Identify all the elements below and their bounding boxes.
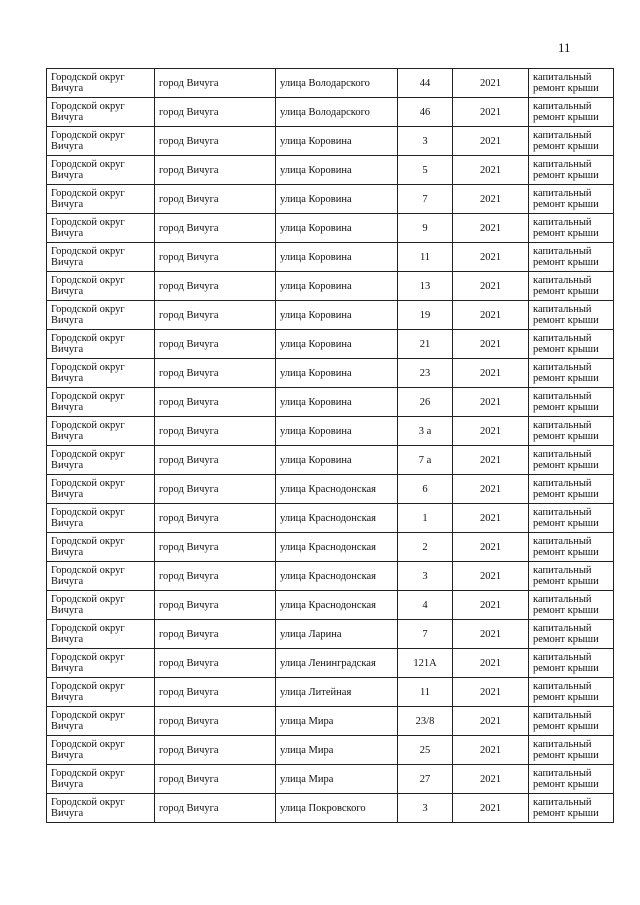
work-type-cell: капитальный ремонт крыши (529, 388, 614, 417)
street-cell: улица Коровина (276, 359, 398, 388)
house-cell: 121А (398, 649, 453, 678)
district-cell: Городской округ Вичуга (47, 272, 155, 301)
year-cell: 2021 (453, 156, 529, 185)
house-cell: 3 (398, 562, 453, 591)
work-type-cell: капитальный ремонт крыши (529, 243, 614, 272)
table-row (47, 504, 614, 533)
street-cell: улица Коровина (276, 446, 398, 475)
street-cell: улица Мира (276, 736, 398, 765)
street-cell: улица Коровина (276, 243, 398, 272)
city-cell: город Вичуга (155, 69, 276, 98)
house-cell: 25 (398, 736, 453, 765)
district-cell: Городской округ Вичуга (47, 98, 155, 127)
table-row (47, 359, 614, 388)
table-row (47, 98, 614, 127)
house-cell: 9 (398, 214, 453, 243)
district-cell: Городской округ Вичуга (47, 649, 155, 678)
street-cell: улица Володарского (276, 98, 398, 127)
page-number: 11 (558, 40, 571, 55)
year-cell: 2021 (453, 243, 529, 272)
city-cell: город Вичуга (155, 330, 276, 359)
table-row (47, 649, 614, 678)
street-cell: улица Краснодонская (276, 533, 398, 562)
district-cell: Городской округ Вичуга (47, 301, 155, 330)
district-cell: Городской округ Вичуга (47, 794, 155, 823)
table-row (47, 185, 614, 214)
work-type-cell: капитальный ремонт крыши (529, 736, 614, 765)
year-cell: 2021 (453, 98, 529, 127)
city-cell: город Вичуга (155, 301, 276, 330)
year-cell: 2021 (453, 330, 529, 359)
year-cell: 2021 (453, 272, 529, 301)
work-type-cell: капитальный ремонт крыши (529, 156, 614, 185)
house-cell: 2 (398, 533, 453, 562)
year-cell: 2021 (453, 620, 529, 649)
year-cell: 2021 (453, 359, 529, 388)
street-cell: улица Коровина (276, 214, 398, 243)
city-cell: город Вичуга (155, 388, 276, 417)
house-cell: 23 (398, 359, 453, 388)
year-cell: 2021 (453, 127, 529, 156)
house-cell: 11 (398, 678, 453, 707)
street-cell: улица Краснодонская (276, 591, 398, 620)
table-row (47, 736, 614, 765)
city-cell: город Вичуга (155, 272, 276, 301)
table-row (47, 765, 614, 794)
table-row (47, 533, 614, 562)
work-type-cell: капитальный ремонт крыши (529, 678, 614, 707)
district-cell: Городской округ Вичуга (47, 620, 155, 649)
year-cell: 2021 (453, 475, 529, 504)
house-cell: 3 (398, 794, 453, 823)
house-cell: 27 (398, 765, 453, 794)
table-row (47, 591, 614, 620)
city-cell: город Вичуга (155, 649, 276, 678)
house-cell: 5 (398, 156, 453, 185)
work-type-cell: капитальный ремонт крыши (529, 504, 614, 533)
street-cell: улица Мира (276, 707, 398, 736)
work-type-cell: капитальный ремонт крыши (529, 330, 614, 359)
district-cell: Городской округ Вичуга (47, 736, 155, 765)
district-cell: Городской округ Вичуга (47, 330, 155, 359)
city-cell: город Вичуга (155, 707, 276, 736)
city-cell: город Вичуга (155, 562, 276, 591)
street-cell: улица Володарского (276, 69, 398, 98)
district-cell: Городской округ Вичуга (47, 359, 155, 388)
house-cell: 4 (398, 591, 453, 620)
city-cell: город Вичуга (155, 504, 276, 533)
work-type-cell: капитальный ремонт крыши (529, 185, 614, 214)
work-type-cell: капитальный ремонт крыши (529, 649, 614, 678)
district-cell: Городской округ Вичуга (47, 533, 155, 562)
street-cell: улица Коровина (276, 272, 398, 301)
table-row (47, 214, 614, 243)
house-cell: 1 (398, 504, 453, 533)
table-row (47, 475, 614, 504)
table-row (47, 707, 614, 736)
district-cell: Городской округ Вичуга (47, 678, 155, 707)
street-cell: улица Коровина (276, 417, 398, 446)
city-cell: город Вичуга (155, 359, 276, 388)
table-row (47, 388, 614, 417)
district-cell: Городской округ Вичуга (47, 446, 155, 475)
street-cell: улица Мира (276, 765, 398, 794)
table-row (47, 417, 614, 446)
street-cell: улица Коровина (276, 185, 398, 214)
table-row (47, 301, 614, 330)
work-type-cell: капитальный ремонт крыши (529, 417, 614, 446)
work-type-cell: капитальный ремонт крыши (529, 562, 614, 591)
house-cell: 19 (398, 301, 453, 330)
year-cell: 2021 (453, 417, 529, 446)
year-cell: 2021 (453, 736, 529, 765)
work-type-cell: капитальный ремонт крыши (529, 794, 614, 823)
table-row (47, 330, 614, 359)
year-cell: 2021 (453, 446, 529, 475)
work-type-cell: капитальный ремонт крыши (529, 69, 614, 98)
city-cell: город Вичуга (155, 417, 276, 446)
city-cell: город Вичуга (155, 446, 276, 475)
table-row (47, 562, 614, 591)
house-cell: 7 а (398, 446, 453, 475)
street-cell: улица Краснодонская (276, 475, 398, 504)
street-cell: улица Покровского (276, 794, 398, 823)
repair-schedule-table (46, 68, 614, 823)
year-cell: 2021 (453, 707, 529, 736)
house-cell: 11 (398, 243, 453, 272)
street-cell: улица Коровина (276, 330, 398, 359)
district-cell: Городской округ Вичуга (47, 417, 155, 446)
street-cell: улица Краснодонская (276, 562, 398, 591)
work-type-cell: капитальный ремонт крыши (529, 620, 614, 649)
table-body (47, 69, 614, 823)
work-type-cell: капитальный ремонт крыши (529, 359, 614, 388)
work-type-cell: капитальный ремонт крыши (529, 533, 614, 562)
city-cell: город Вичуга (155, 475, 276, 504)
table-row (47, 272, 614, 301)
district-cell: Городской округ Вичуга (47, 69, 155, 98)
district-cell: Городской округ Вичуга (47, 185, 155, 214)
year-cell: 2021 (453, 301, 529, 330)
table-row (47, 620, 614, 649)
city-cell: город Вичуга (155, 678, 276, 707)
work-type-cell: капитальный ремонт крыши (529, 98, 614, 127)
city-cell: город Вичуга (155, 243, 276, 272)
city-cell: город Вичуга (155, 736, 276, 765)
street-cell: улица Коровина (276, 156, 398, 185)
work-type-cell: капитальный ремонт крыши (529, 707, 614, 736)
year-cell: 2021 (453, 533, 529, 562)
year-cell: 2021 (453, 185, 529, 214)
house-cell: 6 (398, 475, 453, 504)
district-cell: Городской округ Вичуга (47, 475, 155, 504)
street-cell: улица Ленинградская (276, 649, 398, 678)
work-type-cell: капитальный ремонт крыши (529, 127, 614, 156)
city-cell: город Вичуга (155, 591, 276, 620)
district-cell: Городской округ Вичуга (47, 156, 155, 185)
house-cell: 44 (398, 69, 453, 98)
year-cell: 2021 (453, 678, 529, 707)
work-type-cell: капитальный ремонт крыши (529, 214, 614, 243)
street-cell: улица Ларина (276, 620, 398, 649)
house-cell: 21 (398, 330, 453, 359)
district-cell: Городской округ Вичуга (47, 707, 155, 736)
year-cell: 2021 (453, 69, 529, 98)
house-cell: 3 (398, 127, 453, 156)
city-cell: город Вичуга (155, 794, 276, 823)
district-cell: Городской округ Вичуга (47, 127, 155, 156)
year-cell: 2021 (453, 591, 529, 620)
table-row (47, 678, 614, 707)
street-cell: улица Коровина (276, 388, 398, 417)
year-cell: 2021 (453, 794, 529, 823)
house-cell: 3 а (398, 417, 453, 446)
year-cell: 2021 (453, 504, 529, 533)
city-cell: город Вичуга (155, 620, 276, 649)
table-row (47, 446, 614, 475)
house-cell: 7 (398, 620, 453, 649)
house-cell: 13 (398, 272, 453, 301)
street-cell: улица Коровина (276, 301, 398, 330)
street-cell: улица Коровина (276, 127, 398, 156)
work-type-cell: капитальный ремонт крыши (529, 591, 614, 620)
table-row (47, 69, 614, 98)
house-cell: 7 (398, 185, 453, 214)
district-cell: Городской округ Вичуга (47, 388, 155, 417)
work-type-cell: капитальный ремонт крыши (529, 272, 614, 301)
work-type-cell: капитальный ремонт крыши (529, 475, 614, 504)
house-cell: 23/8 (398, 707, 453, 736)
district-cell: Городской округ Вичуга (47, 243, 155, 272)
year-cell: 2021 (453, 765, 529, 794)
table-row (47, 156, 614, 185)
city-cell: город Вичуга (155, 765, 276, 794)
work-type-cell: капитальный ремонт крыши (529, 446, 614, 475)
year-cell: 2021 (453, 562, 529, 591)
city-cell: город Вичуга (155, 98, 276, 127)
district-cell: Городской округ Вичуга (47, 765, 155, 794)
district-cell: Городской округ Вичуга (47, 562, 155, 591)
year-cell: 2021 (453, 388, 529, 417)
city-cell: город Вичуга (155, 156, 276, 185)
table-row (47, 243, 614, 272)
year-cell: 2021 (453, 649, 529, 678)
district-cell: Городской округ Вичуга (47, 214, 155, 243)
city-cell: город Вичуга (155, 533, 276, 562)
street-cell: улица Краснодонская (276, 504, 398, 533)
city-cell: город Вичуга (155, 185, 276, 214)
house-cell: 46 (398, 98, 453, 127)
work-type-cell: капитальный ремонт крыши (529, 301, 614, 330)
house-cell: 26 (398, 388, 453, 417)
table-row (47, 127, 614, 156)
city-cell: город Вичуга (155, 214, 276, 243)
district-cell: Городской округ Вичуга (47, 504, 155, 533)
year-cell: 2021 (453, 214, 529, 243)
work-type-cell: капитальный ремонт крыши (529, 765, 614, 794)
street-cell: улица Литейная (276, 678, 398, 707)
district-cell: Городской округ Вичуга (47, 591, 155, 620)
table-row (47, 794, 614, 823)
city-cell: город Вичуга (155, 127, 276, 156)
